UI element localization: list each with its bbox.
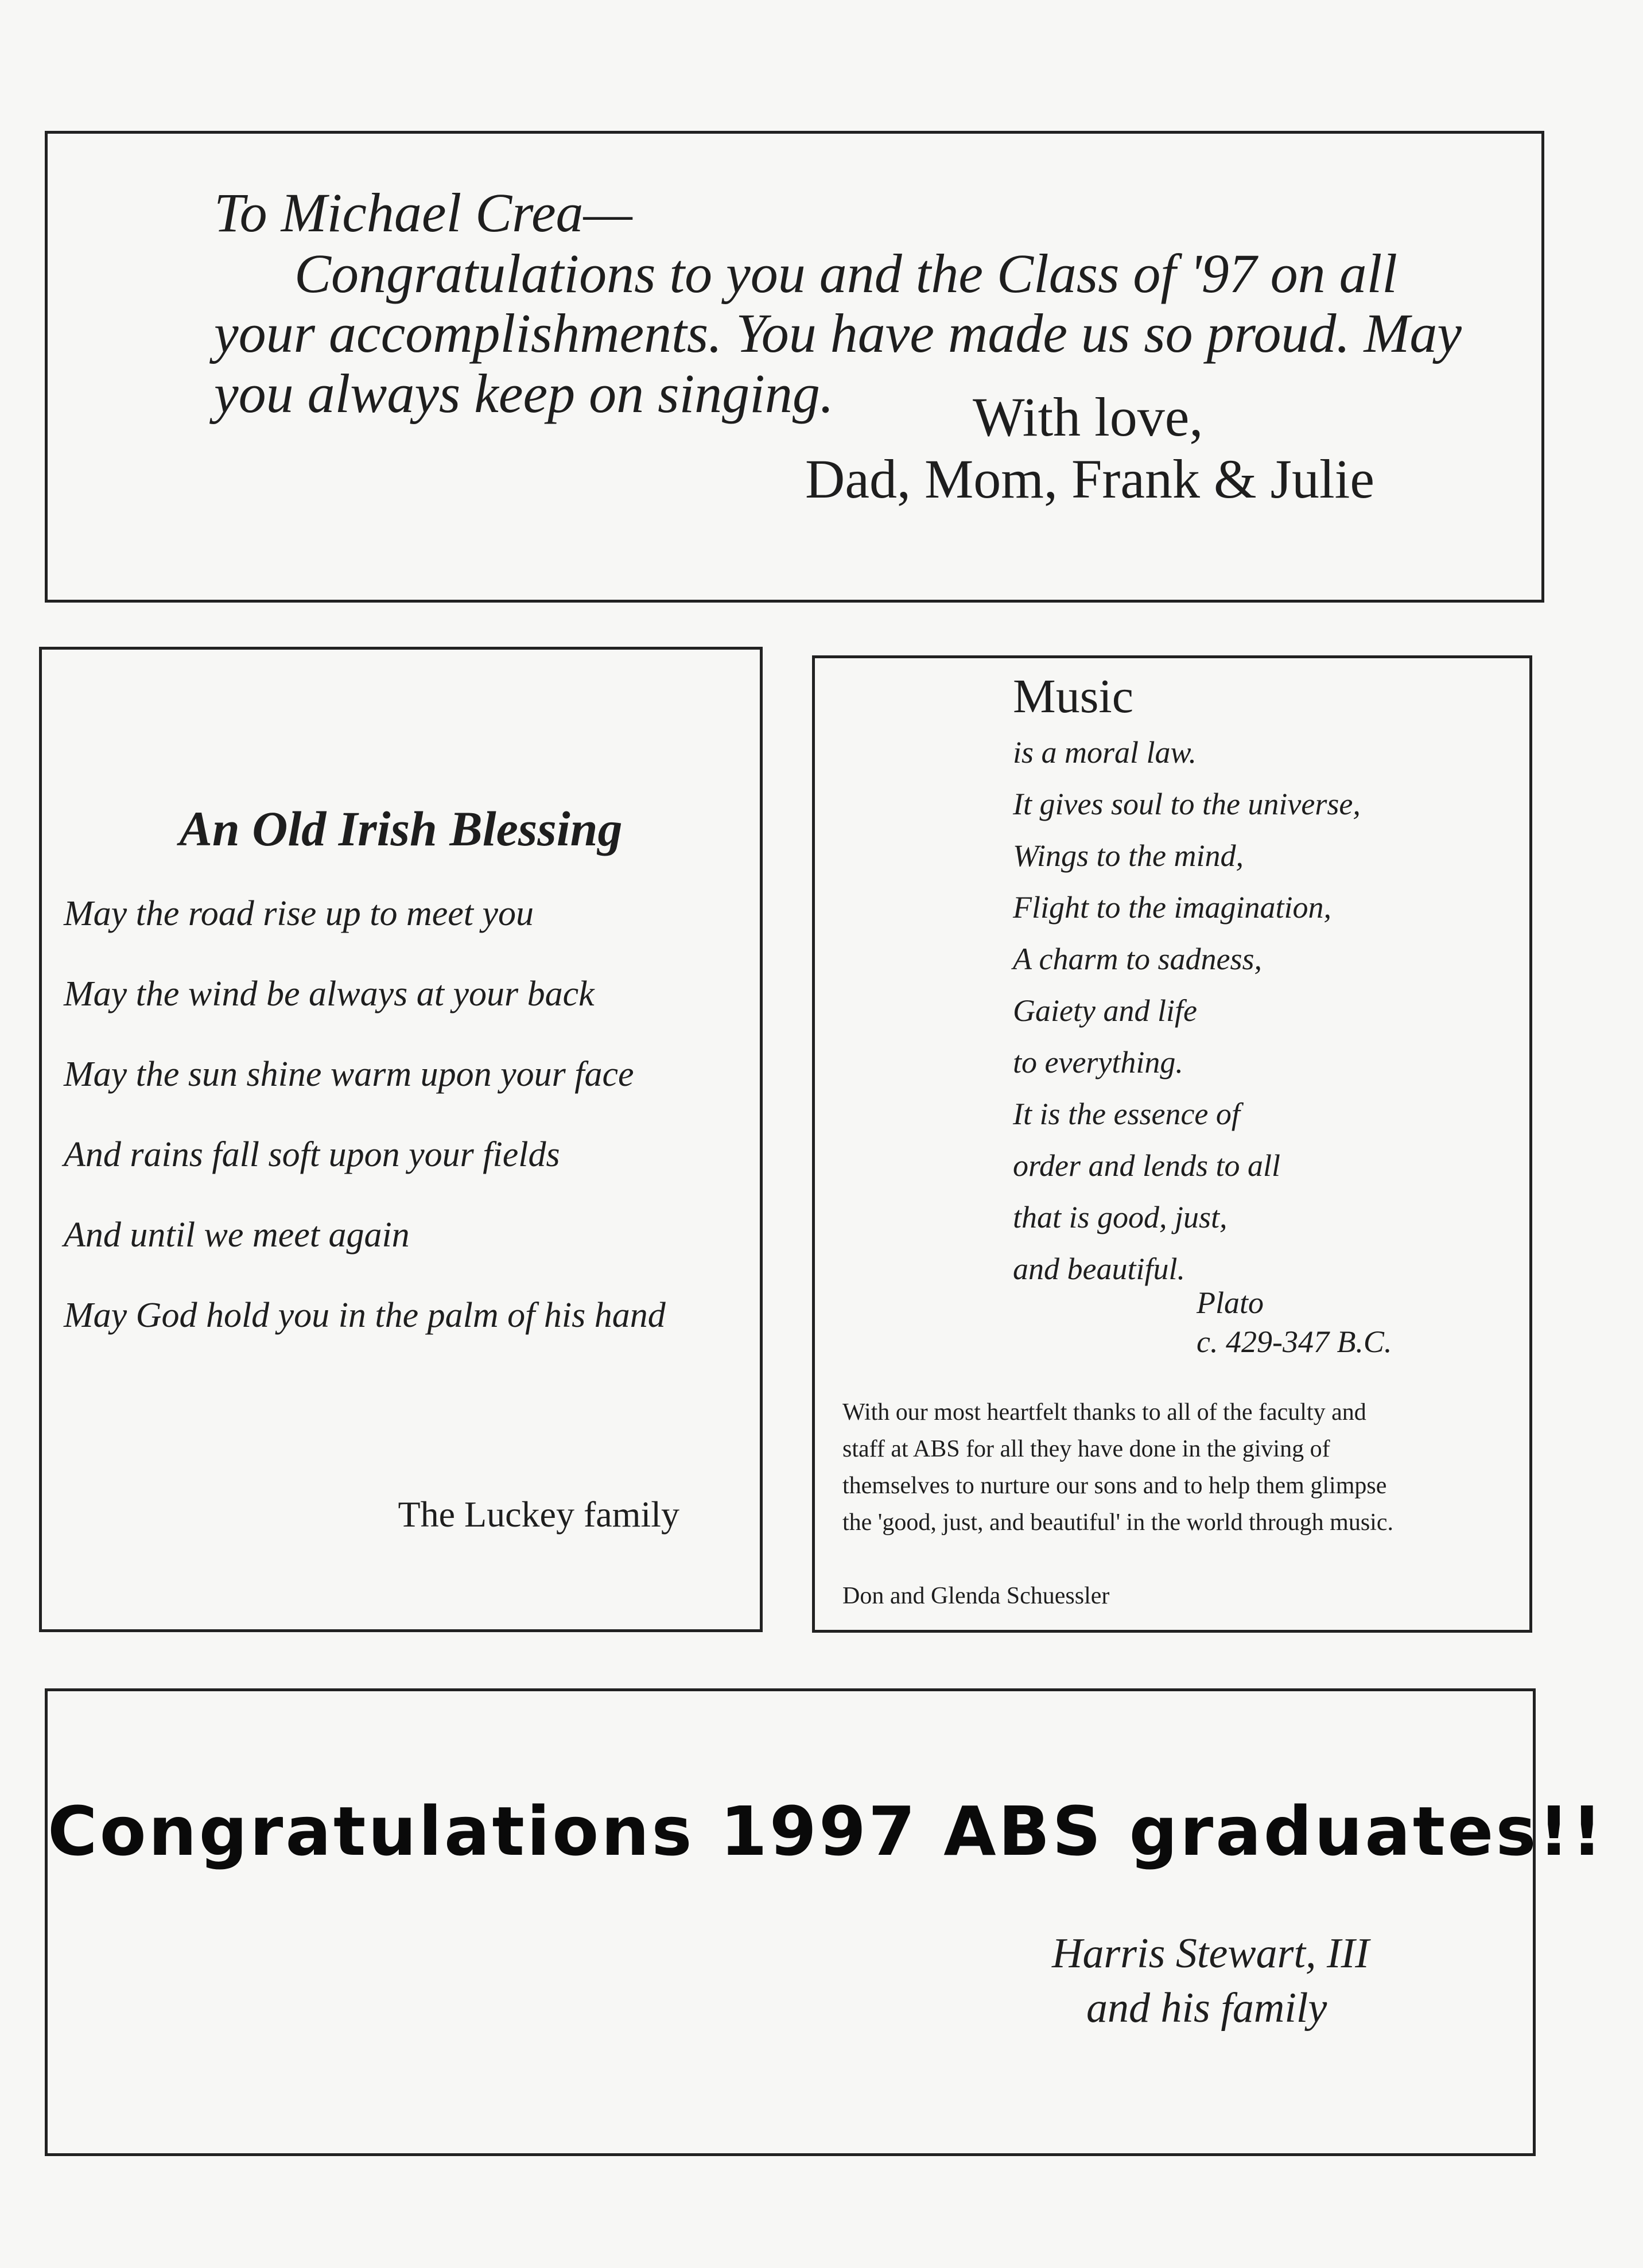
- blessing-line: May God hold you in the palm of his hand: [64, 1296, 666, 1335]
- poem-line: It gives soul to the universe,: [1013, 787, 1361, 821]
- thanks-line: the 'good, just, and beautiful' in the world through music.: [842, 1509, 1393, 1536]
- crea-body-line-3: you always keep on singing.: [214, 363, 834, 424]
- poem-line: and beautiful.: [1013, 1252, 1185, 1286]
- poem-line: order and lends to all: [1013, 1148, 1280, 1183]
- irish-blessing-title: An Old Irish Blessing: [179, 801, 623, 856]
- music-signature: Don and Glenda Schuessler: [842, 1583, 1110, 1609]
- blessing-line: And rains fall soft upon your fields: [64, 1135, 560, 1174]
- poem-line: Wings to the mind,: [1013, 838, 1244, 873]
- blessing-line: May the sun shine warm upon your face: [64, 1055, 634, 1094]
- irish-blessing-box: [39, 647, 763, 1632]
- blessing-line: May the wind be always at your back: [64, 974, 595, 1013]
- crea-salutation: To Michael Crea—: [214, 182, 632, 243]
- crea-closing: With love,: [973, 386, 1203, 448]
- thanks-line: With our most heartfelt thanks to all of the faculty and: [842, 1399, 1366, 1426]
- stewart-signature-line-2: and his family: [1086, 1984, 1327, 2032]
- quote-dates: c. 429-347 B.C.: [1197, 1325, 1392, 1359]
- blessing-line: May the road rise up to meet you: [64, 894, 534, 933]
- poem-line: that is good, just,: [1013, 1200, 1228, 1234]
- congrats-headline: Congratulations 1997 ABS graduates!!: [48, 1792, 1605, 1871]
- blessing-line: And until we meet again: [64, 1215, 410, 1255]
- crea-message-box: [45, 131, 1544, 603]
- poem-line: to everything.: [1013, 1045, 1183, 1079]
- crea-body-line-2: your accomplishments. You have made us so proud. May: [214, 302, 1462, 364]
- quote-author: Plato: [1197, 1286, 1264, 1320]
- poem-line: It is the essence of: [1013, 1097, 1240, 1131]
- irish-signature: The Luckey family: [398, 1494, 679, 1535]
- poem-line: Gaiety and life: [1013, 993, 1197, 1028]
- thanks-line: staff at ABS for all they have done in the giving of: [842, 1436, 1330, 1462]
- congrats-box: [45, 1688, 1605, 2156]
- stewart-signature-line-1: Harris Stewart, III: [1052, 1930, 1369, 1977]
- crea-signature: Dad, Mom, Frank & Julie: [805, 448, 1374, 510]
- crea-body-line-1: Congratulations to you and the Class of '97 on all: [294, 243, 1397, 304]
- music-title: Music: [1013, 670, 1133, 723]
- music-quote-box: [812, 655, 1532, 1633]
- poem-line: is a moral law.: [1013, 735, 1197, 770]
- thanks-line: themselves to nurture our sons and to help them glimpse: [842, 1473, 1387, 1499]
- poem-line: A charm to sadness,: [1013, 942, 1263, 976]
- poem-line: Flight to the imagination,: [1013, 890, 1331, 925]
